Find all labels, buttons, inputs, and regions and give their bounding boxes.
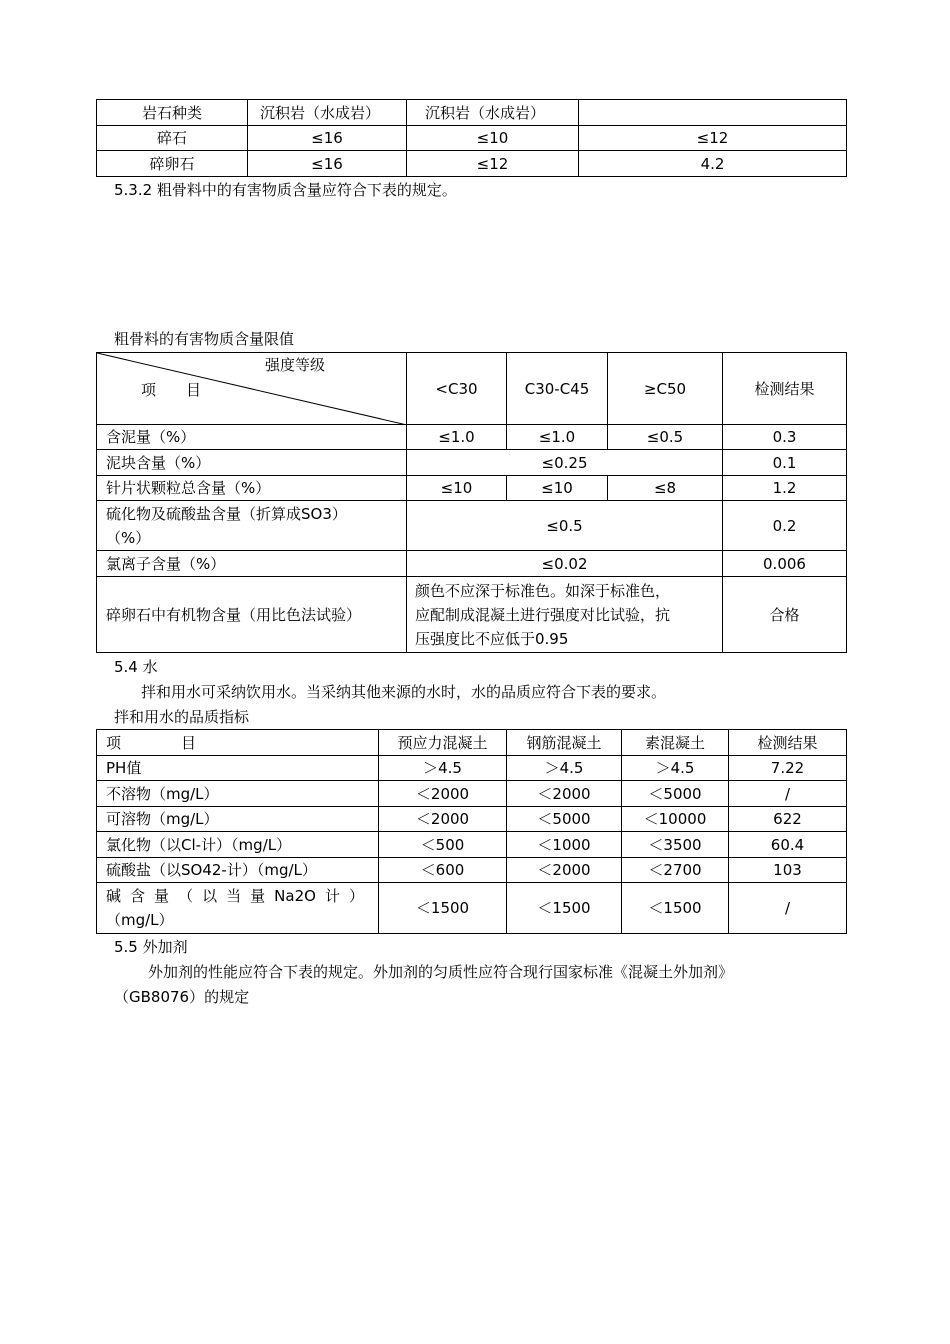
diagonal-header-cell [97, 353, 407, 425]
table-cell: 可溶物（mg/L） [97, 807, 379, 832]
table-cell: ≤8 [608, 476, 723, 501]
table-header-cell: 岩石种类 [97, 100, 248, 126]
table-cell: ≤16 [248, 151, 407, 177]
table-cell: ＜2000 [507, 781, 622, 807]
cell-line: 硫化物及硫酸盐含量（折算成SO3） [106, 504, 347, 523]
table-cell: 0.3 [723, 425, 847, 450]
cell-line: 压强度比不应低于0.95 [415, 629, 569, 648]
table-cell: ≤0.5 [608, 425, 723, 450]
table-cell: ≤16 [248, 126, 407, 151]
table-cell: / [729, 883, 847, 934]
table-header-cell: <C30 [407, 353, 507, 425]
table-cell: 针片状颗粒总含量（%） [97, 476, 407, 501]
table-cell: ＜2000 [379, 781, 507, 807]
table-header-cell: 素混凝土 [622, 730, 729, 756]
table-cell: ＞4.5 [507, 756, 622, 781]
table-cell: 氯化物（以Cl-计）（mg/L） [97, 832, 379, 858]
table-cell: 622 [729, 807, 847, 832]
section-5-5-paragraph-cont: （GB8076）的规定 [114, 988, 250, 1006]
table-cell: ≤10 [407, 126, 579, 151]
table-cell: ＜2000 [379, 807, 507, 832]
table-cell: 合格 [723, 577, 847, 653]
table-cell: ＜10000 [622, 807, 729, 832]
table-cell: 1.2 [723, 476, 847, 501]
table-header-cell: 项 目 [97, 730, 379, 756]
table-caption: 粗骨料的有害物质含量限值 [114, 330, 295, 348]
table-cell: 含泥量（%） [97, 425, 407, 450]
harmful-substance-table [96, 352, 847, 653]
cell-line: 应配制成混凝土进行强度对比试验，抗 [415, 605, 671, 624]
table-cell: 0.1 [723, 450, 847, 476]
cell-line: 碱含量（以当量Na2O计） [106, 887, 364, 905]
table-cell: 氯离子含量（%） [97, 551, 407, 577]
table-cell: ≤10 [407, 476, 507, 501]
table-header-cell: 沉积岩（水成岩） [407, 100, 579, 126]
table-cell: ＞4.5 [379, 756, 507, 781]
table-cell: ≤1.0 [407, 425, 507, 450]
section-5-4-paragraph: 拌和用水可采纳饮用水。当采纳其他来源的水时，水的品质应符合下表的要求。 [141, 683, 667, 701]
table-cell: 0.2 [723, 501, 847, 551]
table-cell: ≤10 [507, 476, 608, 501]
table-cell: PH值 [97, 756, 379, 781]
table-cell: 不溶物（mg/L） [97, 781, 379, 807]
table-cell: 泥块含量（%） [97, 450, 407, 476]
section-5-5-title: 5.5 外加剂 [114, 938, 188, 956]
aggregate-crushing-table [96, 99, 847, 177]
table-cell: 7.22 [729, 756, 847, 781]
table-cell [97, 501, 407, 551]
table-header-cell: 预应力混凝土 [379, 730, 507, 756]
table-header-cell: C30-C45 [507, 353, 608, 425]
section-5-3-2-text: 5.3.2 粗骨料中的有害物质含量应符合下表的规定。 [114, 181, 457, 199]
table-cell [407, 577, 723, 653]
table-header-cell: ≥C50 [608, 353, 723, 425]
section-5-4-title: 5.4 水 [114, 658, 158, 676]
table-cell: ＜2700 [622, 858, 729, 883]
table-header-cell: 沉积岩（水成岩） [248, 100, 407, 126]
table-cell: ＜2000 [507, 858, 622, 883]
diagonal-header-top: 强度等级 [265, 356, 326, 374]
table-cell: ＜1500 [507, 883, 622, 934]
table-cell [97, 883, 379, 934]
table-cell: / [729, 781, 847, 807]
table-cell: ＜1000 [507, 832, 622, 858]
diagonal-header-bottom: 项 目 [141, 381, 202, 399]
table-header-cell: 检测结果 [723, 353, 847, 425]
table-cell: 0.006 [723, 551, 847, 577]
table-cell: ≤12 [407, 151, 579, 177]
table-cell: ＞4.5 [622, 756, 729, 781]
table-cell: 60.4 [729, 832, 847, 858]
table-header-cell: 钢筋混凝土 [507, 730, 622, 756]
table-cell: 硫酸盐（以SO42-计）（mg/L） [97, 858, 379, 883]
table-cell: ≤1.0 [507, 425, 608, 450]
section-5-5-paragraph: 外加剂的性能应符合下表的规定。外加剂的匀质性应符合现行国家标准《混凝土外加剂》 [148, 963, 734, 981]
table-cell: ＜5000 [622, 781, 729, 807]
table-cell: ＜5000 [507, 807, 622, 832]
table-cell: 碎石 [97, 126, 248, 151]
table-cell: ＜1500 [379, 883, 507, 934]
table-cell: ＜500 [379, 832, 507, 858]
table-cell: ≤0.5 [407, 501, 723, 551]
cell-line: （%） [106, 528, 151, 547]
table-cell: ＜1500 [622, 883, 729, 934]
table-cell: 103 [729, 858, 847, 883]
table-cell: ＜600 [379, 858, 507, 883]
mixing-water-table [96, 729, 847, 934]
table-cell: 碎卵石 [97, 151, 248, 177]
table-header-cell: 检测结果 [729, 730, 847, 756]
table-cell: 4.2 [579, 151, 847, 177]
table-cell: ≤12 [579, 126, 847, 151]
cell-line: 颜色不应深于标准色。如深于标准色， [415, 581, 671, 600]
table-cell: ＜3500 [622, 832, 729, 858]
table-cell: ≤0.02 [407, 551, 723, 577]
cell-line: （mg/L） [106, 911, 174, 929]
table-cell: ≤0.25 [407, 450, 723, 476]
table-caption: 拌和用水的品质指标 [114, 708, 250, 726]
table-cell: 碎卵石中有机物含量（用比色法试验） [97, 577, 407, 653]
table-header-cell [579, 100, 847, 126]
